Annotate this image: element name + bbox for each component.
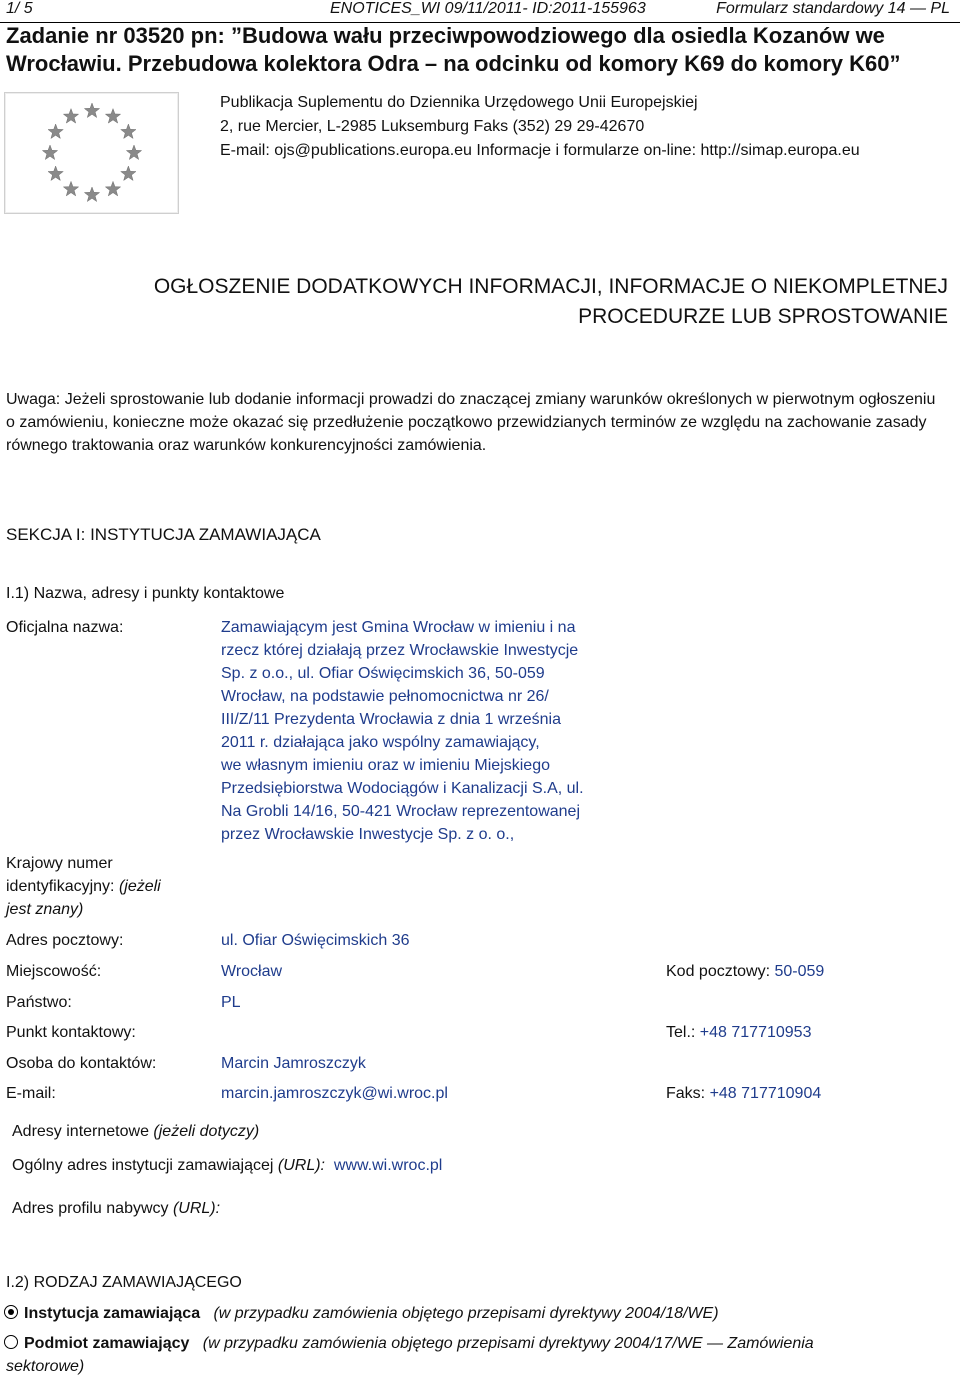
buyer-profile-note: (URL): — [172, 1200, 221, 1217]
fax-value: +48 717710904 — [709, 1085, 822, 1102]
zip-value: 50-059 — [774, 963, 825, 980]
country-label: Państwo: — [6, 994, 72, 1011]
radio-selected-icon[interactable] — [4, 1305, 18, 1319]
fax-field — [666, 1082, 821, 1105]
contact-point-label: Punkt kontaktowy: — [6, 1024, 136, 1041]
star-icon — [126, 145, 141, 159]
buyer-profile-row — [12, 1197, 220, 1220]
option-contracting-entity[interactable] — [4, 1332, 814, 1355]
buyer-profile-label: Adres profilu nabywcy — [12, 1200, 173, 1217]
official-name-line: Przedsiębiorstwa Wodociągów i Kanalizacji S.A, ul. — [221, 780, 584, 797]
official-name-line: Na Grobli 14/16, 50-421 Wrocław reprezentowanej — [221, 803, 581, 820]
option2-label: Podmiot zamawiający — [24, 1335, 190, 1352]
star-icon — [105, 181, 120, 195]
notice-title-line-1: Zadanie nr 03520 pn: ”Budowa wału przeciwpowodziowego dla osiedla Kozanów we — [6, 23, 885, 48]
phone-field — [666, 1021, 811, 1044]
star-icon — [48, 124, 63, 138]
official-name-line: Sp. z o.o., ul. Ofiar Oświęcimskich 36, 50-059 — [221, 665, 545, 682]
national-id-label-2 — [6, 875, 161, 898]
zip-label: Kod pocztowy: — [666, 963, 775, 980]
notice-heading-line-2: PROCEDURZE LUB SPROSTOWANIE — [578, 305, 948, 328]
national-id-note-2: jest znany) — [6, 901, 84, 918]
internet-title-note: (jeżeli dotyczy) — [153, 1123, 260, 1140]
option1-note: (w przypadku zamówienia objętego przepisami dyrektywy 2004/18/WE) — [213, 1305, 719, 1322]
email-label: E-mail: — [6, 1085, 56, 1102]
national-id-label-1: Krajowy numer — [6, 855, 113, 872]
official-name-label: Oficjalna nazwa: — [6, 619, 124, 636]
zip-field — [666, 960, 824, 983]
notice-title-line-2: Wrocławiu. Przebudowa kolektora Odra – na odcinku od komory K69 do komory K60” — [6, 51, 901, 76]
official-name-line: Zamawiającym jest Gmina Wrocław w imieniu i na — [221, 619, 576, 636]
postal-address-label: Adres pocztowy: — [6, 932, 124, 949]
city-label: Miejscowość: — [6, 963, 102, 980]
option2-note-continued: sektorowe) — [6, 1358, 85, 1375]
eu-stars-icon — [5, 93, 178, 213]
page-indicator: 1/ 5 — [6, 0, 33, 17]
official-name-line: przez Wrocławskie Inwestycje Sp. z o. o., — [221, 826, 515, 843]
internet-title: Adresy internetowe — [12, 1123, 154, 1140]
contact-person-label: Osoba do kontaktów: — [6, 1055, 157, 1072]
postal-address-value: ul. Ofiar Oświęcimskich 36 — [221, 932, 410, 949]
star-icon — [63, 109, 78, 123]
option2-note: (w przypadku zamówienia objętego przepisami dyrektywy 2004/17/WE — Zamówienia — [202, 1335, 814, 1352]
phone-value: +48 717710953 — [699, 1024, 812, 1041]
publisher-line-3: E-mail: ojs@publications.europa.eu Informacje i formularze on-line: http://simap.europa.eu — [220, 142, 860, 159]
subsection-1-title: I.1) Nazwa, adresy i punkty kontaktowe — [6, 585, 285, 602]
official-name-value — [221, 616, 584, 846]
section-title: SEKCJA I: INSTYTUCJA ZAMAWIAJĄCA — [6, 525, 321, 544]
star-icon — [48, 166, 63, 180]
form-label: Formularz standardowy 14 — PL — [716, 0, 950, 17]
subsection-2-title: I.2) RODZAJ ZAMAWIAJĄCEGO — [6, 1274, 242, 1291]
fax-label: Faks: — [666, 1085, 710, 1102]
publisher-line-1: Publikacja Suplementu do Dziennika Urzędowego Unii Europejskiej — [220, 94, 698, 111]
general-url-row — [12, 1154, 442, 1177]
city-value: Wrocław — [221, 963, 283, 980]
star-icon — [63, 181, 78, 195]
national-id-note: (jeżeli — [118, 878, 161, 895]
option1-label: Instytucja zamawiająca — [24, 1305, 201, 1322]
eu-flag-logo — [4, 92, 179, 214]
star-icon — [121, 166, 136, 180]
official-name-line: we własnym imieniu oraz w imieniu Miejskiego — [221, 757, 550, 774]
star-icon — [84, 187, 99, 201]
notice-heading-line-1: OGŁOSZENIE DODATKOWYCH INFORMACJI, INFORMACJE O NIEKOMPLETNEJ — [153, 275, 948, 298]
internet-addresses-title — [12, 1120, 259, 1143]
notice-id: ENOTICES_WI 09/11/2011- ID:2011-155963 — [330, 0, 646, 17]
email-link[interactable]: marcin.jamroszczyk@wi.wroc.pl — [221, 1085, 448, 1102]
national-id-label-text: identyfikacyjny: — [6, 878, 119, 895]
general-url-label: Ogólny adres instytucji zamawiającej — [12, 1157, 278, 1174]
star-icon — [105, 109, 120, 123]
star-icon — [84, 103, 99, 117]
official-name-line: Wrocław, na podstawie pełnomocnictwa nr 26/ — [221, 688, 549, 705]
official-name-line: 2011 r. działająca jako wspólny zamawiający, — [221, 734, 540, 751]
publisher-line-2: 2, rue Mercier, L-2985 Luksemburg Faks (352) 29 29-42670 — [220, 118, 645, 135]
general-url-link[interactable]: www.wi.wroc.pl — [333, 1157, 443, 1174]
country-value: PL — [221, 994, 241, 1011]
page-header-bar — [0, 0, 960, 23]
contact-person-value: Marcin Jamroszczyk — [221, 1055, 366, 1072]
official-name-line: rzecz której działają przez Wrocławskie Inwestycje — [221, 642, 579, 659]
option-contracting-authority[interactable] — [4, 1302, 719, 1325]
warning-paragraph: Uwaga: Jeżeli sprostowanie lub dodanie informacji prowadzi do znaczącej zmiany warunków określonych w pierwotnym ogłoszeniu o zamówieniu, konieczne może okazać się przedłużenie początkowo przewidzianych terminów ze względu na zachowanie zasady równego traktowania oraz warunków konkurencyjności zamówienia. — [6, 391, 936, 454]
phone-label: Tel.: — [666, 1024, 700, 1041]
star-icon — [121, 124, 136, 138]
star-icon — [42, 145, 57, 159]
radio-unselected-icon[interactable] — [4, 1335, 18, 1349]
general-url-note: (URL): — [277, 1157, 325, 1174]
official-name-line: III/Z/11 Prezydenta Wrocławia z dnia 1 września — [221, 711, 561, 728]
